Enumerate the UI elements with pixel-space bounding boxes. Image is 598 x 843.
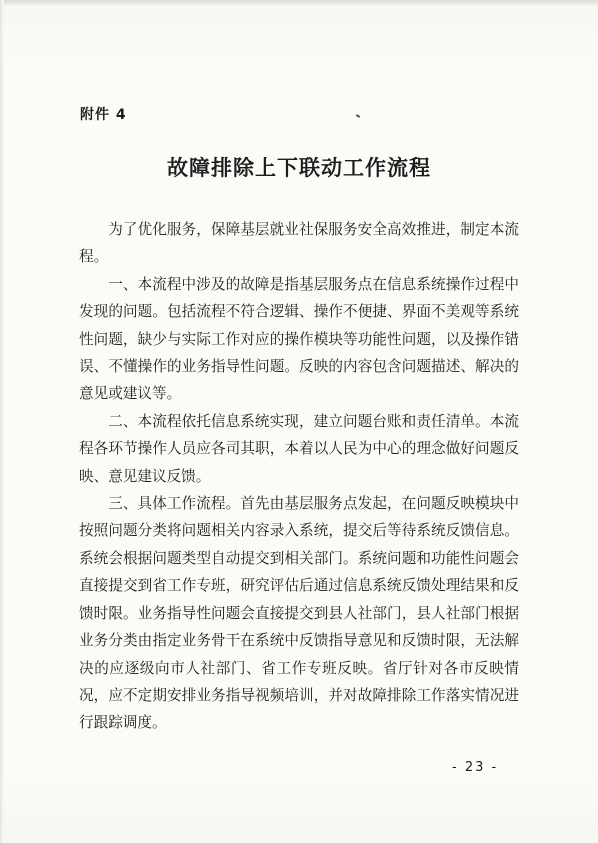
attachment-label: 附件 4 <box>80 107 127 123</box>
scan-edge-top <box>0 0 598 6</box>
paragraph-section-3: 三、具体工作流程。首先由基层服务点发起，在问题反映模块中按照问题分类将问题相关内容录入系统，提交后等待系统反馈信息。系统会根据问题类型自动提交到相关部门。系统问题和功能性问题会直接提交到省工作专班，研究评估后通过信息系统反馈处理结果和反馈时限。业务指导性问题会直接提交到县人社部门，县人社部门根据业务分类由指定业务骨干在系统中反馈指导意见和反馈时限，无法解决的应逐级向市人社部门、省工作专班反映。省厅针对各市反映情况，应不定期安排业务指导视频培训，并对故障排除工作落实情况进行跟踪调度。 <box>79 495 519 732</box>
page-number: - 23 - <box>452 760 499 775</box>
document-title: 故障排除上下联动工作流程 <box>167 156 431 180</box>
scan-speck <box>356 114 360 118</box>
paragraph-section-1: 一、本流程中涉及的故障是指基层服务点在信息系统操作过程中发现的问题。包括流程不符合逻辑、操作不便捷、界面不美观等系统性问题，缺少与实际工作对应的操作模块等功能性问题，以及操作错误、不懂操作的业务指导性问题。反映的内容包含问题描述、解决的意见或建议等。 <box>79 275 519 403</box>
paragraph-intro: 为了优化服务，保障基层就业社保服务安全高效推进，制定本流程。 <box>79 221 519 266</box>
scan-edge-left <box>0 0 4 843</box>
paragraph-section-2: 二、本流程依托信息系统实现，建立问题台账和责任清单。本流程各环节操作人员应各司其职，本着以人民为中心的理念做好问题反映、意见建议反馈。 <box>79 412 519 485</box>
document-body <box>79 216 519 737</box>
